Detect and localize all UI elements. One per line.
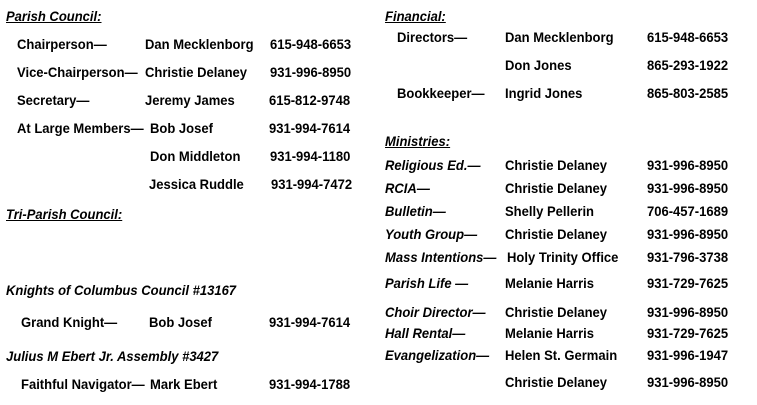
chairperson-name: Dan Mecklenborg [145,36,254,52]
choir-director-phone: 931-996-8950 [647,304,729,320]
mass-intentions-phone: 931-796-3738 [647,249,729,265]
evangelization-phone-2: 931-996-8950 [647,374,729,390]
vice-chairperson-role: Vice-Chairperson— [17,64,138,80]
vice-chairperson-phone: 931-996-8950 [270,64,352,80]
knights-heading: Knights of Columbus Council #13167 [6,282,237,298]
evangelization-phone-1: 931-996-1947 [647,347,729,363]
faithful-navigator-role: Faithful Navigator— [21,376,145,392]
hall-rental-role: Hall Rental— [385,325,466,341]
assembly-heading: Julius M Ebert Jr. Assembly #3427 [6,348,219,364]
religious-ed-name: Christie Delaney [505,157,608,173]
faithful-navigator-phone: 931-994-1788 [269,376,351,392]
at-large-name-1: Bob Josef [150,120,213,136]
at-large-phone-3: 931-994-7472 [271,176,353,192]
grand-knight-phone: 931-994-7614 [269,314,351,330]
directors-name-2: Don Jones [505,57,572,73]
secretary-role: Secretary— [17,92,90,108]
mass-intentions-name: Holy Trinity Office [507,249,619,265]
bulletin-phone: 706-457-1689 [647,203,729,219]
youth-group-role: Youth Group— [385,226,478,242]
vice-chairperson-name: Christie Delaney [145,64,248,80]
faithful-navigator-name: Mark Ebert [150,376,218,392]
financial-heading: Financial: [385,8,446,24]
bulletin-name: Shelly Pellerin [505,203,595,219]
bulletin-role: Bulletin— [385,203,446,219]
rcia-name: Christie Delaney [505,180,608,196]
directors-phone-2: 865-293-1922 [647,57,729,73]
directors-name-1: Dan Mecklenborg [505,29,614,45]
ministries-heading: Ministries: [385,133,451,149]
bookkeeper-role: Bookkeeper— [397,85,485,101]
rcia-phone: 931-996-8950 [647,180,729,196]
at-large-name-3: Jessica Ruddle [149,176,244,192]
religious-ed-role: Religious Ed.— [385,157,481,173]
secretary-name: Jeremy James [145,92,235,108]
bookkeeper-phone: 865-803-2585 [647,85,729,101]
choir-director-name: Christie Delaney [505,304,608,320]
at-large-phone-2: 931-994-1180 [270,148,351,164]
parish-life-role: Parish Life — [385,275,469,291]
evangelization-name-1: Helen St. Germain [505,347,618,363]
directors-phone-1: 615-948-6653 [647,29,729,45]
chairperson-phone: 615-948-6653 [270,36,352,52]
rcia-role: RCIA— [385,180,430,196]
parish-council-heading: Parish Council: [6,8,102,24]
parish-life-name: Melanie Harris [505,275,595,291]
at-large-role: At Large Members— [17,120,144,136]
at-large-name-2: Don Middleton [150,148,241,164]
religious-ed-phone: 931-996-8950 [647,157,729,173]
bookkeeper-name: Ingrid Jones [505,85,583,101]
hall-rental-name: Melanie Harris [505,325,595,341]
directors-role: Directors— [397,29,468,45]
hall-rental-phone: 931-729-7625 [647,325,729,341]
mass-intentions-role: Mass Intentions— [385,249,497,265]
tri-parish-heading: Tri-Parish Council: [6,206,123,222]
youth-group-phone: 931-996-8950 [647,226,729,242]
chairperson-role: Chairperson— [17,36,107,52]
choir-director-role: Choir Director— [385,304,486,320]
grand-knight-role: Grand Knight— [21,314,118,330]
youth-group-name: Christie Delaney [505,226,608,242]
grand-knight-name: Bob Josef [149,314,212,330]
evangelization-name-2: Christie Delaney [505,374,608,390]
parish-life-phone: 931-729-7625 [647,275,729,291]
evangelization-role: Evangelization— [385,347,490,363]
secretary-phone: 615-812-9748 [269,92,351,108]
at-large-phone-1: 931-994-7614 [269,120,351,136]
